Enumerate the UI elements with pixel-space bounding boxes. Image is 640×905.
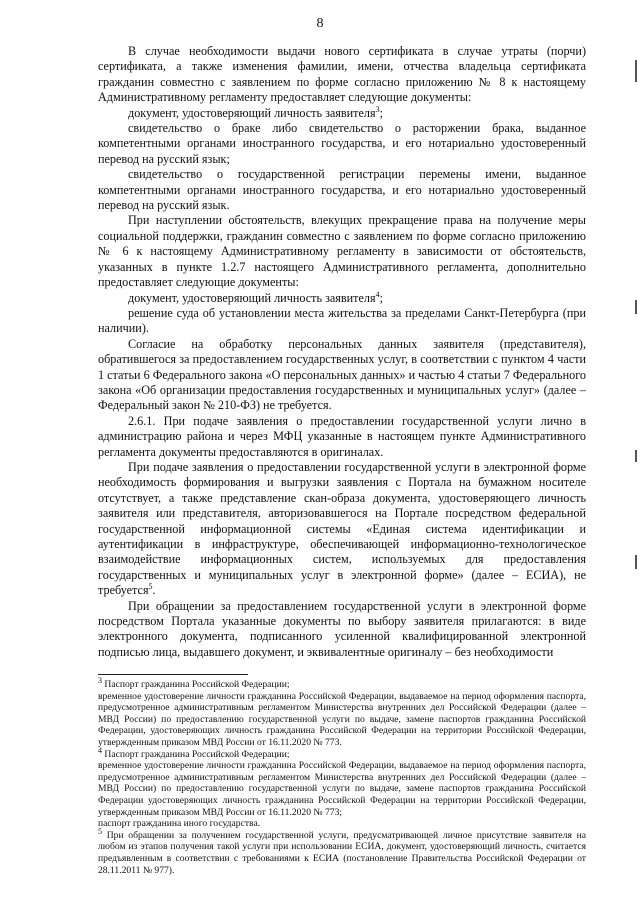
- scan-edge-mark: [635, 300, 637, 314]
- footnote-number: 4: [98, 745, 102, 755]
- paragraph-text: свидетельство о браке либо свидетельство о расторжении брака, выданное компетентными органами иностранного государства, и его нотариально удостоверенный перевод на русский язык;: [98, 121, 586, 166]
- paragraph: [98, 414, 586, 460]
- scan-edge-mark: [635, 450, 637, 462]
- paragraph-text: документ, удостоверяющий личность заявителя: [128, 290, 376, 305]
- footnote: [98, 818, 586, 830]
- paragraph: [98, 599, 586, 661]
- paragraph-text: При наступлении обстоятельств, влекущих прекращение права на получение меры социальной поддержки, гражданин совместно с заявлением по форме согласно приложению № 6 к настоящему Административному регламенту в зависимости от обстоятельств, указанных в пункте 1.2.7 настоящего Административного регламента, дополнительно предоставляет следующие документы:: [98, 213, 586, 290]
- paragraph: [98, 460, 586, 599]
- footnote-text: Паспорт гражданина Российской Федерации;: [102, 679, 290, 690]
- footnote-number: 3: [98, 675, 102, 685]
- footnote-reference: 3: [375, 104, 380, 114]
- footnote-reference: 4: [375, 289, 380, 299]
- paragraph-punctuation: ;: [379, 290, 384, 305]
- footnote-text: Паспорт гражданина Российской Федерации;: [102, 748, 290, 760]
- paragraph: [98, 306, 586, 337]
- scan-edge-mark: [635, 60, 637, 82]
- footnote: [98, 826, 586, 876]
- paragraph-text: решение суда об установлении места жительства за пределами Санкт-Петербурга (при наличии).: [98, 305, 586, 336]
- paragraph: [98, 167, 586, 213]
- footnotes-section: [98, 674, 586, 876]
- footnote-list: [98, 675, 586, 876]
- footnote: [98, 675, 586, 691]
- footnote: [98, 745, 586, 761]
- footnote-text: паспорт гражданина иного государства.: [98, 818, 261, 830]
- document-body: [98, 44, 586, 660]
- footnote-number: 5: [98, 826, 102, 836]
- paragraph: [98, 121, 586, 167]
- paragraph-text: документ, удостоверяющий личность заявителя: [128, 105, 376, 120]
- paragraph-text: В случае необходимости выдачи нового сертификата в случае утраты (порчи) сертификата, а также изменения фамилии, имени, отчества владельца сертификата гражданин совместно с заявлением по форме согласно приложению № 8 к настоящему Административному регламенту предоставляет следующие документы:: [98, 44, 586, 105]
- paragraph-punctuation: .: [152, 583, 156, 598]
- paragraph: [98, 44, 586, 106]
- footnote-text: временное удостоверение личности гражданина Российской Федерации, выдаваемое на период оформления паспорта, предусмотренное административным регламентом Министерства внутренних дел Российской Федерации (далее – МВД России) по предоставлению государственной услуги по выдаче, замене паспортов гражданина Российской Федерации удостоверяющих личность гражданина Российской Федерации на территории Российской Федерации, утвержденным приказом МВД России от 16.11.2020 № 773;: [98, 760, 586, 818]
- paragraph-text: При подаче заявления о предоставлении государственной услуги в электронной форме необходимость формирования и выгрузки заявления с Портала на бумажном носителе отсутствует, а также представление скан-образа документа, удостоверяющего личность заявителя или представителя, авторизовавшегося на Портале посредством федеральной государственной информационной системы «Единая система идентификации и аутентификации в инфраструктуре, обеспечивающей информационно-технологическое взаимодействие информационных систем, используемых для предоставления государственных и муниципальных услуг в электронной форме» (далее – ЕСИА), не требуется: [98, 459, 586, 598]
- paragraph-text: 2.6.1. При подаче заявления о предоставлении государственной услуги лично в администрацию района и через МФЦ указанные в настоящем пункте Административного регламента документы предоставляются в оригиналах.: [98, 413, 586, 459]
- scan-edge-mark: [635, 555, 637, 569]
- footnote: [98, 691, 586, 749]
- paragraph-text: Согласие на обработку персональных данных заявителя (представителя), обратившегося за предоставлением государственных услуг, в соответствии с пунктом 4 части 1 статьи 6 Федерального закона «О персональных данных» и частью 4 статьи 7 Федерального закона «Об организации предоставления государственных и муниципальных услуг» (далее – Федеральный закон № 210-ФЗ) не требуется.: [98, 336, 586, 413]
- footnote-text: временное удостоверение личности гражданина Российской Федерации, выдаваемое на период оформления паспорта, предусмотренное административным регламентом Министерства внутренних дел Российской Федерации (далее – МВД России) по предоставлению государственной услуги по выдаче, замене паспортов гражданина Российской Федерации, удостоверяющих личность гражданина Российской Федерации на территории Российской Федерации, утвержденным приказом МВД России от 16.11.2020 № 773.: [98, 690, 586, 748]
- paragraph: [98, 291, 586, 306]
- paragraph: [98, 106, 586, 121]
- paragraph-text: свидетельство о государственной регистрации перемены имени, выданное компетентными органами иностранного государства, и его нотариально удостоверенный перевод на русский язык.: [98, 167, 586, 213]
- page-number: 8: [316, 16, 324, 31]
- footnote-text: При обращении за получением государственной услуги, предусматривающей личное присутствие заявителя на любом из этапов получения такой услуги при использовании ЕСИА, документ, удостоверяющий личность, считается предъявленным в соответствии с требованиями к ЕСИА (постановление Правительства Российской Федерации от 28.11.2011 № 977).: [98, 829, 586, 876]
- paragraph: [98, 337, 586, 414]
- footnote-separator: [98, 674, 248, 675]
- paragraph-text: При обращении за предоставлением государственной услуги в электронной форме посредством Портала указанные документы по выбору заявителя прилагаются: в виде электронного документа, подписанного усиленной квалифицированной электронной подписью лица, выдавшего документ, и эквивалентные оригиналу – без необходимости: [98, 598, 586, 659]
- footnote-reference: 5: [148, 582, 153, 592]
- footnote: [98, 760, 586, 818]
- paragraph-punctuation: ;: [379, 105, 384, 120]
- paragraph: [98, 213, 586, 290]
